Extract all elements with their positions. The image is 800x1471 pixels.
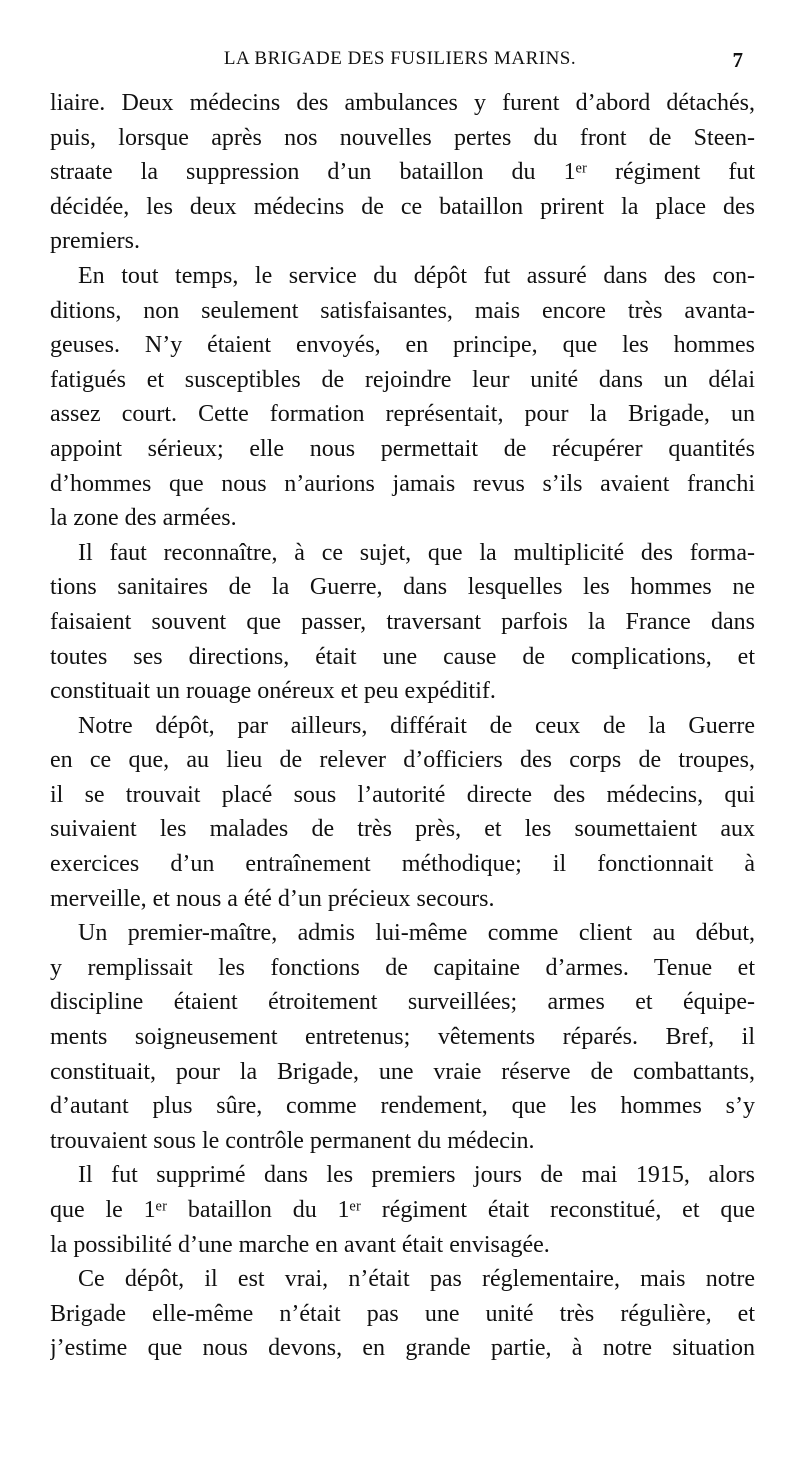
text-line: ments soigneusement entretenus; vêtements réparés. Bref, il [50,1024,755,1051]
text-line: trouvaient sous le contrôle permanent du médecin. [50,1127,535,1154]
running-head [50,48,755,76]
text-line: exercices d’un entraînement méthodique; il fonctionnait à [50,851,755,878]
text-line: la zone des armées. [50,505,237,532]
page-number: 7 [732,48,743,72]
text-line: assez court. Cette formation représentait, pour la Brigade, un [50,401,755,428]
text-line: constituait un rouage onéreux et peu expéditif. [50,678,496,705]
text-line: suivaient les malades de très près, et les soumettaient aux [50,816,755,843]
text-line: y remplissait les fonctions de capitaine d’armes. Tenue et [50,954,755,981]
body-text [50,86,755,1366]
text-line: Brigade elle-même n’était pas une unité très régulière, et [50,1300,755,1327]
text-line: premiers. [50,228,140,255]
text-line: constituait, pour la Brigade, une vraie réserve de combattants, [50,1058,755,1085]
text-line: Un premier-maître, admis lui-même comme client au début, [78,920,755,947]
text-line: faisaient souvent que passer, traversant parfois la France dans [50,608,755,635]
text-line: ditions, non seulement satisfaisantes, mais encore très avanta- [50,297,755,324]
text-line: discipline étaient étroitement surveillées; armes et équipe- [50,989,755,1016]
text-line: en ce que, au lieu de relever d’officiers des corps de troupes, [50,747,755,774]
text-line: straate la suppression d’un bataillon du 1ᵉʳ régiment fut [50,159,755,186]
text-line: fatigués et susceptibles de rejoindre leur unité dans un délai [50,366,755,393]
text-line: En tout temps, le service du dépôt fut assuré dans des con- [78,262,755,289]
text-line: il se trouvait placé sous l’autorité directe des médecins, qui [50,781,755,808]
text-line: d’hommes que nous n’aurions jamais revus s’ils avaient franchi [50,470,755,497]
text-line: geuses. N’y étaient envoyés, en principe, que les hommes [50,332,755,359]
text-line: j’estime que nous devons, en grande partie, à notre situation [50,1335,755,1362]
text-line: Il fut supprimé dans les premiers jours de mai 1915, alors [78,1162,755,1189]
text-line: Il faut reconnaître, à ce sujet, que la multiplicité des forma- [78,539,755,566]
text-line: la possibilité d’une marche en avant était envisagée. [50,1231,550,1258]
text-line: merveille, et nous a été d’un précieux secours. [50,885,495,912]
text-line: Ce dépôt, il est vrai, n’était pas réglementaire, mais notre [78,1266,755,1293]
text-line: appoint sérieux; elle nous permettait de récupérer quantités [50,435,755,462]
text-line: toutes ses directions, était une cause de complications, et [50,643,755,670]
text-line: Notre dépôt, par ailleurs, différait de ceux de la Guerre [78,712,755,739]
text-line: d’autant plus sûre, comme rendement, que les hommes s’y [50,1093,755,1120]
text-line: que le 1ᵉʳ bataillon du 1ᵉʳ régiment était reconstitué, et que [50,1197,755,1223]
text-line: décidée, les deux médecins de ce bataillon prirent la place des [50,193,755,220]
text-line: liaire. Deux médecins des ambulances y furent d’abord détachés, [50,90,755,116]
running-title: LA BRIGADE DES FUSILIERS MARINS. [223,48,577,69]
text-line: puis, lorsque après nos nouvelles pertes du front de Steen- [50,124,755,151]
text-line: tions sanitaires de la Guerre, dans lesquelles les hommes ne [50,574,755,601]
